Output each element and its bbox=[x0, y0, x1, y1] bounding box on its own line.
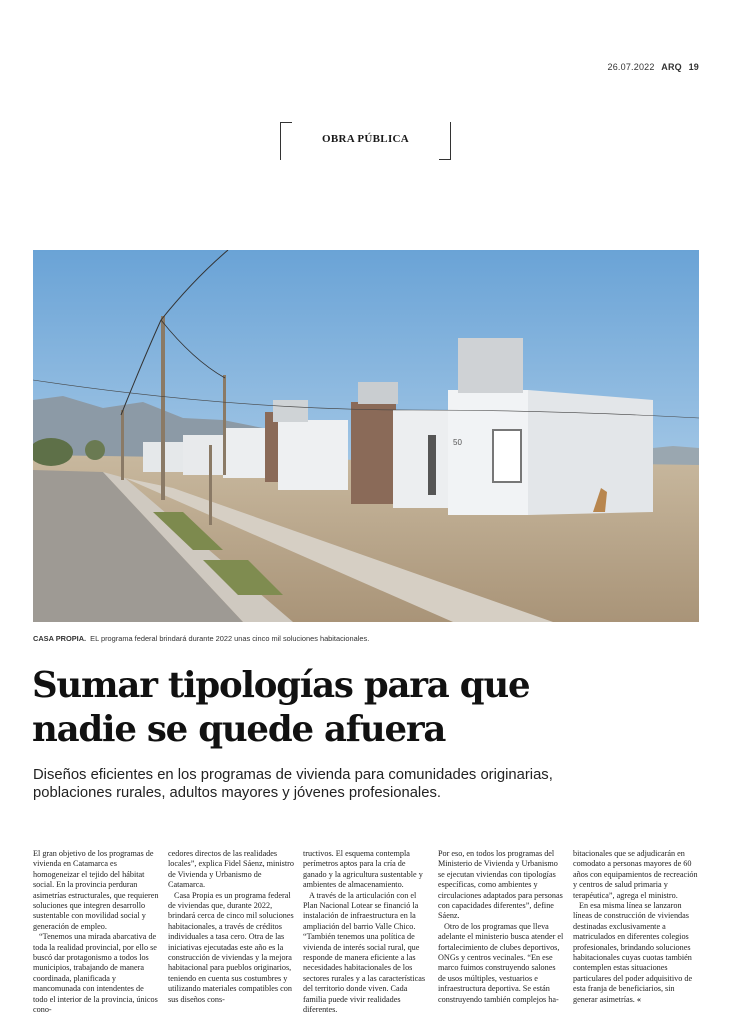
article-column-4 bbox=[438, 849, 564, 1005]
paragraph: El gran objetivo de los programas de vivienda en Catamarca es homogeneizar el tejido del hábitat social. En la provincia perduran asimetrías estructurales, que requieren soluciones que integren desarrollo sustentable con movilidad social y generación de empleo. bbox=[33, 849, 159, 931]
paragraph-text: En esa misma línea se lanzaron líneas de construcción de viviendas destinadas exclusivamente a matriculados en diferentes colegios profesionales, brindando soluciones habitacionales cuyas cuotas también contemplen estas situaciones particulares del poder adquisitivo de esta franja de beneficiarios, sin generar asimetrías. bbox=[573, 901, 693, 1004]
section-tag bbox=[280, 122, 451, 160]
headline-line-1: Sumar tipologías para que bbox=[32, 665, 530, 706]
paragraph: Otro de los programas que lleva adelante el ministerio busca atender el fortalecimiento de clubes deportivos, ONGs y centros vecinales. “En ese marco fuimos construyendo salones de usos múltiples, vestuarios e infraestructura deportiva. Se están construyendo también complejos ha- bbox=[438, 921, 564, 1004]
section-tag-label: OBRA PÚBLICA bbox=[321, 133, 410, 145]
paragraph: Casa Propia es un programa federal de viviendas que, durante 2022, brindará cerca de cinco mil soluciones habitacionales, a través de créditos individuales a tasa cero. Otra de las iniciativas ejecutadas este año es la construcción de viviendas y la mejora habitacional para pueblos originarios, teniendo en cuenta sus costumbres y utilizando materiales compatibles con sus diseños cons- bbox=[168, 890, 294, 1004]
paragraph: A través de la articulación con el Plan Nacional Lotear se financió la instalación de infraestructura en la ampliación del barrio Valle Chico. “También tenemos una política de vivienda de interés social rural, que responde de manera eficiente a las necesidades habitacionales de los sectores rurales y a las características del territorio donde viven. Cada familia puede vivir realidades diferentes. bbox=[303, 890, 426, 1015]
article-column-1 bbox=[33, 849, 159, 1016]
caption-lead: CASA PROPIA. bbox=[33, 634, 87, 643]
page-header-meta bbox=[608, 62, 699, 72]
caption-text: EL programa federal brindará durante 2022 unas cinco mil soluciones habitacionales. bbox=[90, 634, 370, 643]
headline bbox=[32, 664, 712, 752]
photo-caption bbox=[33, 634, 699, 643]
paragraph: Por eso, en todos los programas del Ministerio de Vivienda y Urbanismo se ejecutan viviendas con tipologías específicas, como ambientes y circulaciones adaptados para personas con capacidades diferentes”, define Sáenz. bbox=[438, 849, 563, 921]
article-column-5 bbox=[573, 849, 699, 1005]
house-number: 50 bbox=[453, 438, 462, 447]
paragraph: bitacionales que se adjudicarán en comodato a personas mayores de 60 años con equipamientos de recreación y centros de salud primaria y terapéutica”, agrega el ministro. bbox=[573, 849, 698, 900]
headline-line-2: nadie se quede afuera bbox=[32, 709, 446, 750]
section-name: ARQ bbox=[661, 62, 682, 72]
subhead-line-1: Diseños eficientes en los programas de vivienda para comunidades originarias, bbox=[33, 767, 553, 783]
paragraph: tructivos. El esquema contempla perímetros aptos para la cría de ganado y la agricultura sustentable y ambientes de almacenamiento. bbox=[303, 849, 423, 890]
article-column-3 bbox=[303, 849, 429, 1016]
subhead-line-2: poblaciones rurales, adultos mayores y jóvenes profesionales. bbox=[33, 785, 441, 801]
page-number: 19 bbox=[688, 62, 699, 72]
article-column-2 bbox=[168, 849, 294, 1005]
article-body bbox=[33, 849, 699, 1015]
paragraph: “Tenemos una mirada abarcativa de toda la realidad provincial, por ello se buscó dar protagonismo a todos los municipios, trabajando de manera coordinada, planificada y mancomunada con intendentes de todo el interior de la provincia, únicos cono- bbox=[33, 932, 158, 1015]
paragraph bbox=[573, 901, 699, 1005]
issue-date: 26.07.2022 bbox=[607, 62, 655, 72]
paragraph: cedores directos de las realidades locales”, explica Fidel Sáenz, ministro de Vivienda y Urbanismo de Catamarca. bbox=[168, 849, 294, 890]
housing-photo bbox=[33, 250, 699, 622]
end-mark: « bbox=[636, 994, 641, 1004]
subheadline bbox=[33, 766, 713, 802]
